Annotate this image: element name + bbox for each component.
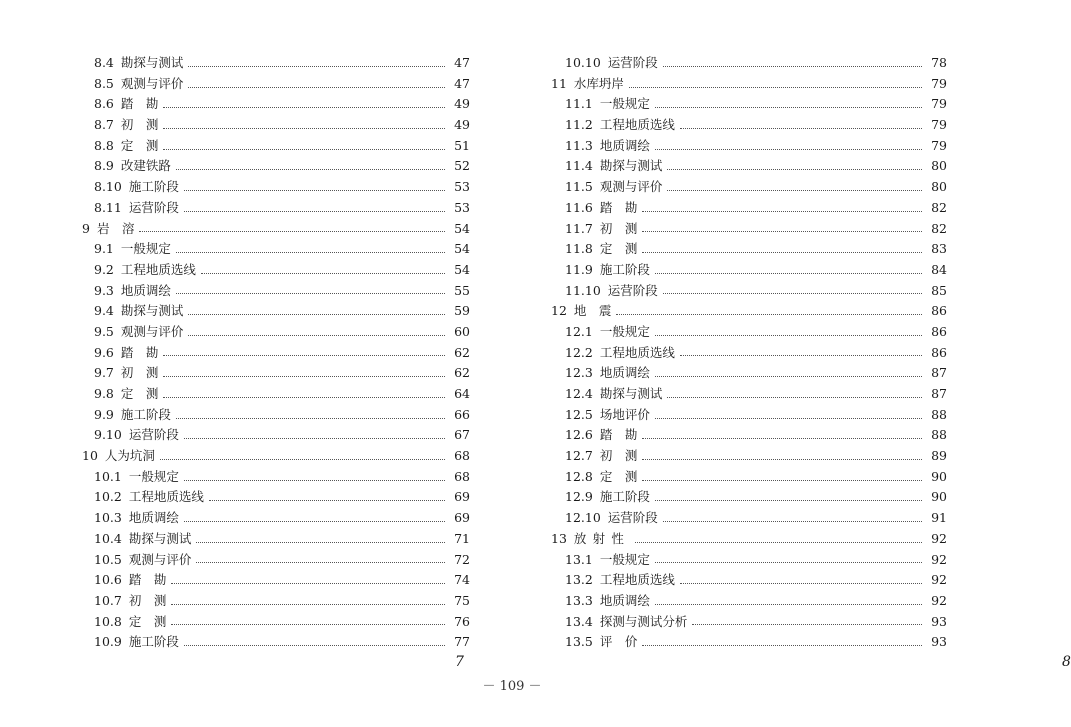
dot-leader <box>176 169 445 170</box>
toc-entry-number: 11.9 <box>565 261 593 277</box>
toc-entry <box>551 219 947 240</box>
toc-entry-number: 13.2 <box>565 572 593 588</box>
toc-entry-page: 87 <box>931 386 947 401</box>
toc-entry-page: 51 <box>454 137 470 153</box>
dot-leader <box>139 231 445 232</box>
toc-entry-page: 52 <box>454 158 470 174</box>
dot-leader <box>176 252 445 253</box>
toc-entry-page: 83 <box>931 241 947 257</box>
toc-entry-number: 9.8 <box>94 386 114 401</box>
toc-entry-number: 10 <box>82 448 98 464</box>
toc-entry-number: 11 <box>551 75 567 91</box>
toc-entry-title: 运营阶段 <box>607 55 658 70</box>
toc-entry-page: 77 <box>454 634 470 650</box>
toc-entry <box>551 322 947 343</box>
dot-leader <box>188 314 445 315</box>
toc-entry-title: 工程地质选线 <box>599 117 675 133</box>
dot-leader <box>196 562 445 563</box>
toc-entry-number: 10.2 <box>94 489 122 505</box>
toc-entry <box>82 239 470 260</box>
toc-entry-number: 9.10 <box>94 427 122 443</box>
dot-leader <box>680 128 922 129</box>
toc-entry-number: 9.9 <box>94 406 114 422</box>
dot-leader <box>663 521 922 522</box>
toc-entry <box>551 301 947 322</box>
dot-leader <box>171 604 445 605</box>
toc-entry <box>82 508 470 529</box>
toc-entry-page: 93 <box>931 634 947 650</box>
toc-entry <box>82 343 470 364</box>
toc-entry-number: 11.4 <box>565 158 593 174</box>
toc-entry-page: 55 <box>454 282 470 298</box>
toc-entry-title: 地 震 <box>573 303 612 319</box>
toc-entry-number: 11.1 <box>565 96 593 112</box>
toc-entry-title: 踏 勘 <box>599 427 638 443</box>
toc-entry <box>551 612 947 633</box>
toc-entry-title: 初 测 <box>120 365 159 381</box>
dot-leader <box>163 376 445 377</box>
dot-leader <box>642 480 922 481</box>
toc-entry <box>551 115 947 136</box>
toc-entry-number: 13.3 <box>565 592 593 608</box>
toc-entry-title: 评 价 <box>599 634 638 650</box>
right-toc-list <box>551 53 947 653</box>
dot-leader <box>655 335 922 336</box>
toc-entry-number: 10.9 <box>94 634 122 650</box>
toc-entry-page: 72 <box>454 551 470 567</box>
dot-leader <box>184 521 445 522</box>
toc-entry <box>551 487 947 508</box>
toc-entry-number: 9.2 <box>94 261 114 277</box>
toc-entry-title: 施工阶段 <box>128 179 179 195</box>
dot-leader <box>642 231 922 232</box>
toc-entry-page: 68 <box>454 448 470 464</box>
toc-entry-title: 一般规定 <box>599 551 650 567</box>
toc-entry <box>82 487 470 508</box>
toc-entry <box>551 239 947 260</box>
toc-entry-page: 92 <box>931 572 947 588</box>
toc-entry-number: 12.7 <box>565 448 593 464</box>
dot-leader <box>680 355 922 356</box>
dot-leader <box>184 190 445 191</box>
toc-entry-page: 53 <box>454 199 470 215</box>
toc-entry-page: 66 <box>454 406 470 422</box>
toc-entry <box>82 156 470 177</box>
toc-entry-title: 一般规定 <box>120 241 171 257</box>
toc-entry-number: 9.4 <box>94 303 114 319</box>
toc-entry-title: 勘探与测试 <box>128 530 192 546</box>
toc-entry <box>82 591 470 612</box>
toc-entry-number: 11.8 <box>565 241 593 257</box>
toc-entry-page: 74 <box>454 572 470 588</box>
toc-entry-number: 8.10 <box>94 179 122 195</box>
toc-entry-title: 一般规定 <box>599 96 650 112</box>
dot-leader <box>184 480 445 481</box>
toc-entry <box>551 425 947 446</box>
toc-entry <box>551 363 947 384</box>
toc-entry-page: 90 <box>931 468 947 484</box>
toc-entry <box>82 53 470 74</box>
toc-entry-page: 82 <box>931 199 947 215</box>
toc-entry-number: 11.3 <box>565 137 593 153</box>
toc-entry <box>82 177 470 198</box>
toc-entry <box>551 467 947 488</box>
dot-leader <box>176 418 445 419</box>
toc-entry <box>551 550 947 571</box>
toc-entry-number: 9.7 <box>94 365 114 381</box>
toc-entry <box>82 384 470 405</box>
left-page <box>0 0 512 727</box>
toc-entry <box>551 260 947 281</box>
toc-entry <box>82 467 470 488</box>
toc-entry-page: 54 <box>454 241 470 257</box>
dot-leader <box>163 107 445 108</box>
toc-entry-title: 定 测 <box>128 613 167 629</box>
page-number: － 109 － <box>482 679 542 694</box>
toc-entry-number: 12.2 <box>565 344 593 360</box>
toc-entry-title: 运营阶段 <box>128 199 179 215</box>
dot-leader <box>188 335 445 336</box>
toc-entry-number: 8.6 <box>94 96 114 112</box>
dot-leader <box>642 211 922 212</box>
toc-entry-page: 53 <box>454 179 470 195</box>
toc-entry-number: 12.10 <box>565 510 601 526</box>
toc-entry-title: 探测与测试分析 <box>599 613 688 629</box>
toc-entry-title: 运营阶段 <box>607 510 658 526</box>
toc-entry-title: 定 测 <box>120 386 159 401</box>
toc-entry-page: 92 <box>931 530 947 546</box>
dot-leader <box>655 604 922 605</box>
toc-entry-page: 86 <box>931 303 947 319</box>
toc-entry-title: 勘探与测试 <box>120 55 184 70</box>
toc-entry-page: 69 <box>454 489 470 505</box>
toc-entry-page: 89 <box>931 448 947 464</box>
toc-entry <box>551 446 947 467</box>
toc-entry-number: 12.9 <box>565 489 593 505</box>
toc-entry-title: 水库坍岸 <box>573 75 624 91</box>
dot-leader <box>160 459 445 460</box>
toc-entry-number: 12.4 <box>565 386 593 401</box>
left-toc-list <box>82 53 470 653</box>
toc-entry-page: 92 <box>931 551 947 567</box>
dot-leader <box>616 314 922 315</box>
toc-entry-number: 10.7 <box>94 592 122 608</box>
toc-entry-page: 82 <box>931 220 947 236</box>
dot-leader <box>629 87 922 88</box>
toc-entry-page: 47 <box>454 55 470 70</box>
toc-entry-title: 定 测 <box>120 137 159 153</box>
toc-entry <box>551 405 947 426</box>
toc-entry-number: 9.5 <box>94 323 114 339</box>
toc-entry-title: 地质调绘 <box>599 137 650 153</box>
toc-entry <box>82 219 470 240</box>
toc-entry-title: 观测与评价 <box>128 551 192 567</box>
toc-entry-number: 13.4 <box>565 613 593 629</box>
toc-entry-title: 勘探与测试 <box>599 386 663 401</box>
toc-entry <box>82 446 470 467</box>
dot-leader <box>655 149 922 150</box>
toc-entry-title: 地质调绘 <box>599 592 650 608</box>
dot-leader <box>663 66 922 67</box>
toc-entry <box>82 115 470 136</box>
toc-entry-number: 10.8 <box>94 613 122 629</box>
toc-entry-title: 施工阶段 <box>128 634 179 650</box>
toc-entry-number: 8.8 <box>94 137 114 153</box>
toc-entry-page: 76 <box>454 613 470 629</box>
toc-entry-title: 岩 溶 <box>96 220 135 236</box>
dot-leader <box>184 211 445 212</box>
toc-entry-title: 地质调绘 <box>120 282 171 298</box>
right-page <box>512 0 1071 727</box>
toc-entry <box>82 74 470 95</box>
toc-entry-number: 8.7 <box>94 117 114 133</box>
toc-entry <box>551 156 947 177</box>
toc-entry <box>551 136 947 157</box>
dot-leader <box>655 376 922 377</box>
toc-entry <box>82 405 470 426</box>
toc-entry-title: 一般规定 <box>128 468 179 484</box>
toc-entry-page: 88 <box>931 406 947 422</box>
toc-entry-title: 工程地质选线 <box>128 489 204 505</box>
toc-entry-number: 9.3 <box>94 282 114 298</box>
toc-entry-number: 8.5 <box>94 75 114 91</box>
dot-leader <box>201 273 445 274</box>
dot-leader <box>667 169 922 170</box>
toc-entry-title: 观测与评价 <box>120 323 184 339</box>
toc-entry-number: 13.5 <box>565 634 593 650</box>
dot-leader <box>209 500 445 501</box>
toc-entry-number: 12.5 <box>565 406 593 422</box>
toc-entry <box>551 529 947 550</box>
toc-entry <box>551 508 947 529</box>
toc-entry-page: 79 <box>931 96 947 112</box>
left-folio: 7 <box>455 654 464 670</box>
toc-entry-page: 79 <box>931 137 947 153</box>
toc-entry-number: 8.4 <box>94 55 114 70</box>
dot-leader <box>642 438 922 439</box>
toc-entry-title: 放射性 <box>573 530 631 546</box>
dot-leader <box>188 87 445 88</box>
dot-leader <box>642 645 922 646</box>
toc-entry-page: 54 <box>454 220 470 236</box>
toc-entry-page: 59 <box>454 303 470 319</box>
toc-entry-title: 工程地质选线 <box>599 344 675 360</box>
toc-entry <box>82 260 470 281</box>
toc-entry-page: 79 <box>931 117 947 133</box>
toc-entry-page: 86 <box>931 344 947 360</box>
toc-entry <box>82 94 470 115</box>
dot-leader <box>655 500 922 501</box>
toc-entry-number: 12.8 <box>565 468 593 484</box>
toc-entry-page: 93 <box>931 613 947 629</box>
toc-entry-page: 87 <box>931 365 947 381</box>
dot-leader <box>655 562 922 563</box>
toc-entry <box>82 612 470 633</box>
dot-leader <box>655 273 922 274</box>
toc-entry-number: 12.1 <box>565 323 593 339</box>
toc-entry <box>551 570 947 591</box>
dot-leader <box>692 624 922 625</box>
toc-entry <box>551 198 947 219</box>
toc-entry-title: 工程地质选线 <box>120 261 196 277</box>
toc-entry-title: 施工阶段 <box>599 489 650 505</box>
toc-entry-title: 地质调绘 <box>599 365 650 381</box>
toc-entry-number: 12.3 <box>565 365 593 381</box>
toc-entry-title: 地质调绘 <box>128 510 179 526</box>
toc-entry-title: 工程地质选线 <box>599 572 675 588</box>
dot-leader <box>635 542 922 543</box>
toc-entry-page: 78 <box>931 55 947 70</box>
dot-leader <box>163 397 445 398</box>
toc-entry <box>82 550 470 571</box>
toc-entry-page: 47 <box>454 75 470 91</box>
toc-entry-number: 13 <box>551 530 567 546</box>
toc-entry-page: 80 <box>931 179 947 195</box>
toc-entry-title: 观测与评价 <box>120 75 184 91</box>
toc-entry-title: 初 测 <box>128 592 167 608</box>
toc-entry-title: 人为坑洞 <box>104 448 155 464</box>
dot-leader <box>655 418 922 419</box>
toc-entry-title: 运营阶段 <box>607 282 658 298</box>
toc-entry-page: 86 <box>931 323 947 339</box>
toc-entry-number: 10.3 <box>94 510 122 526</box>
toc-entry-number: 9.6 <box>94 344 114 360</box>
toc-entry <box>551 177 947 198</box>
toc-entry-number: 9.1 <box>94 241 114 257</box>
toc-entry-number: 11.5 <box>565 179 593 195</box>
toc-entry <box>82 570 470 591</box>
toc-entry-number: 10.1 <box>94 468 122 484</box>
toc-entry-title: 踏 勘 <box>599 199 638 215</box>
toc-entry-title: 初 测 <box>120 117 159 133</box>
toc-entry <box>82 322 470 343</box>
toc-entry-title: 定 测 <box>599 468 638 484</box>
toc-entry-title: 勘探与测试 <box>599 158 663 174</box>
toc-entry-title: 改建铁路 <box>120 158 171 174</box>
dot-leader <box>667 190 922 191</box>
toc-entry-page: 62 <box>454 365 470 381</box>
toc-entry-number: 9 <box>82 220 90 236</box>
toc-entry-number: 8.9 <box>94 158 114 174</box>
toc-entry-number: 13.1 <box>565 551 593 567</box>
toc-entry-number: 10.10 <box>565 55 601 70</box>
dot-leader <box>184 438 445 439</box>
toc-entry-page: 92 <box>931 592 947 608</box>
toc-entry-page: 49 <box>454 96 470 112</box>
toc-entry-page: 85 <box>931 282 947 298</box>
dot-leader <box>163 149 445 150</box>
toc-entry-number: 8.11 <box>94 199 122 215</box>
toc-entry-page: 60 <box>454 323 470 339</box>
toc-entry-number: 10.6 <box>94 572 122 588</box>
toc-entry-title: 踏 勘 <box>128 572 167 588</box>
right-folio: 8 <box>1062 654 1071 670</box>
toc-entry-page: 64 <box>454 386 470 401</box>
toc-entry <box>82 281 470 302</box>
toc-entry-page: 71 <box>454 530 470 546</box>
toc-entry-page: 90 <box>931 489 947 505</box>
toc-entry <box>551 384 947 405</box>
toc-entry-number: 10.5 <box>94 551 122 567</box>
toc-entry <box>551 74 947 95</box>
toc-entry-title: 踏 勘 <box>120 344 159 360</box>
toc-entry-title: 踏 勘 <box>120 96 159 112</box>
toc-entry <box>82 632 470 653</box>
toc-entry-page: 69 <box>454 510 470 526</box>
toc-entry <box>551 343 947 364</box>
toc-entry-title: 初 测 <box>599 220 638 236</box>
toc-entry-number: 12 <box>551 303 567 319</box>
toc-entry-title: 初 测 <box>599 448 638 464</box>
toc-entry <box>82 363 470 384</box>
toc-entry-page: 79 <box>931 75 947 91</box>
toc-entry-page: 68 <box>454 468 470 484</box>
dot-leader <box>667 397 922 398</box>
toc-entry-title: 定 测 <box>599 241 638 257</box>
dot-leader <box>163 128 445 129</box>
toc-entry-title: 观测与评价 <box>599 179 663 195</box>
toc-entry-title: 勘探与测试 <box>120 303 184 319</box>
toc-entry-page: 80 <box>931 158 947 174</box>
toc-entry-title: 施工阶段 <box>599 261 650 277</box>
toc-entry-number: 11.2 <box>565 117 593 133</box>
toc-entry <box>82 136 470 157</box>
dot-leader <box>196 542 445 543</box>
toc-entry-number: 11.6 <box>565 199 593 215</box>
dot-leader <box>655 107 922 108</box>
toc-entry-title: 场地评价 <box>599 406 650 422</box>
toc-entry-title: 一般规定 <box>599 323 650 339</box>
toc-entry-page: 75 <box>454 592 470 608</box>
toc-entry <box>551 281 947 302</box>
toc-entry-title: 施工阶段 <box>120 406 171 422</box>
toc-entry <box>82 529 470 550</box>
toc-entry <box>551 53 947 74</box>
toc-entry-page: 49 <box>454 117 470 133</box>
dot-leader <box>171 583 445 584</box>
dot-leader <box>663 293 922 294</box>
toc-entry-page: 91 <box>931 510 947 526</box>
toc-entry-number: 10.4 <box>94 530 122 546</box>
toc-entry-title: 运营阶段 <box>128 427 179 443</box>
dot-leader <box>163 355 445 356</box>
toc-entry-number: 11.10 <box>565 282 601 298</box>
toc-entry-number: 12.6 <box>565 427 593 443</box>
dot-leader <box>188 66 445 67</box>
dot-leader <box>184 645 445 646</box>
dot-leader <box>680 583 922 584</box>
toc-entry <box>551 632 947 653</box>
toc-entry-page: 88 <box>931 427 947 443</box>
toc-entry-number: 11.7 <box>565 220 593 236</box>
dot-leader <box>171 624 445 625</box>
dot-leader <box>642 459 922 460</box>
toc-entry <box>82 301 470 322</box>
toc-entry <box>551 94 947 115</box>
toc-entry-page: 84 <box>931 261 947 277</box>
dot-leader <box>642 252 922 253</box>
toc-entry <box>82 198 470 219</box>
toc-entry-page: 54 <box>454 261 470 277</box>
dot-leader <box>176 293 445 294</box>
toc-entry-page: 62 <box>454 344 470 360</box>
toc-entry <box>551 591 947 612</box>
toc-entry-page: 67 <box>454 427 470 443</box>
toc-entry <box>82 425 470 446</box>
